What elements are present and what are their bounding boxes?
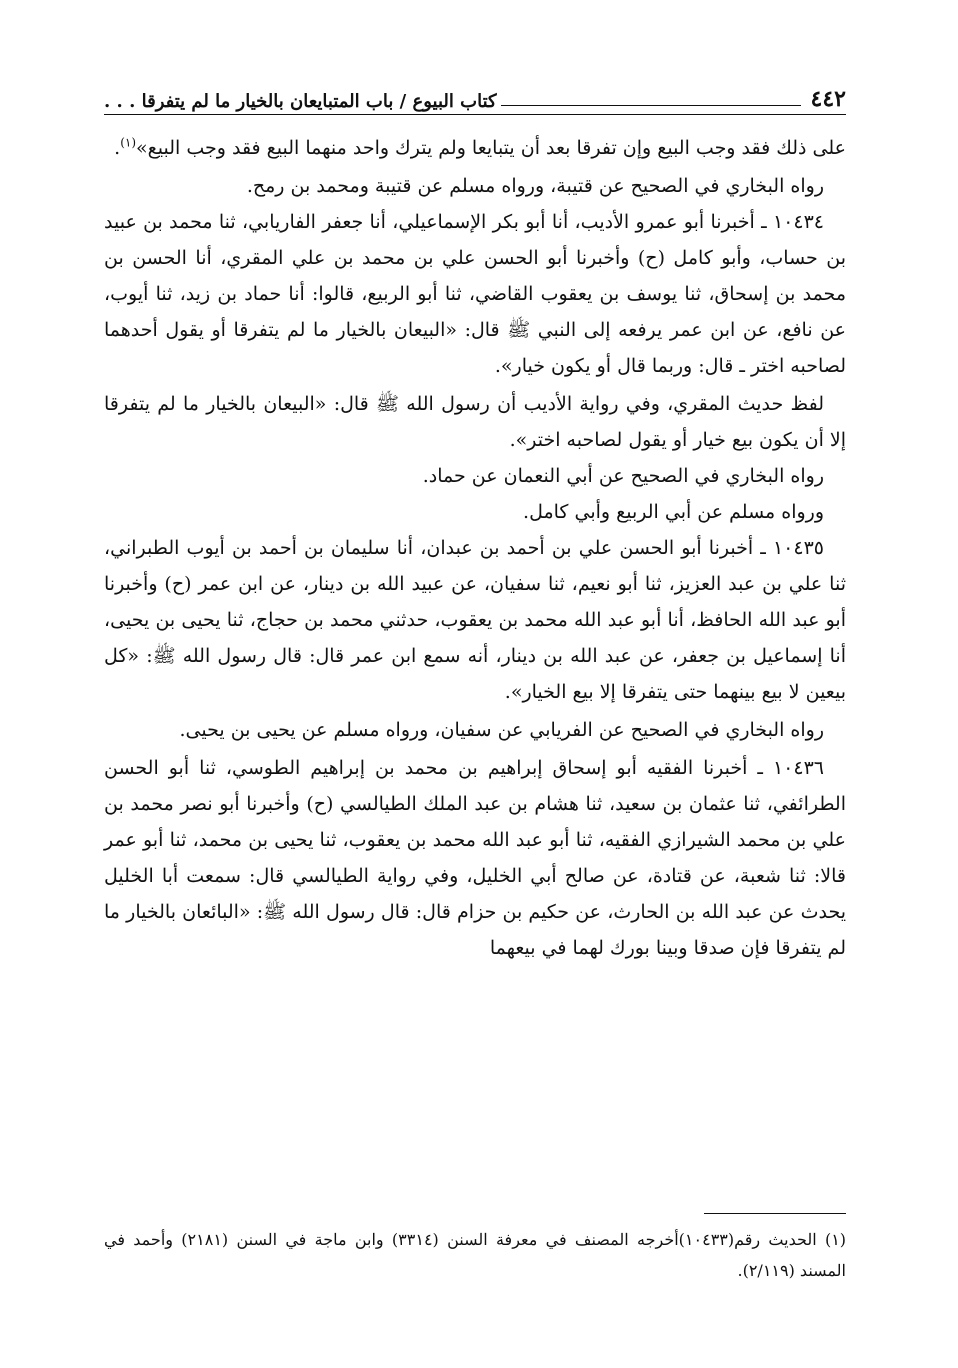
body-text <box>104 130 846 966</box>
paragraph-source-note: رواه البخاري في الصحيح عن الفريابي عن سفيان، ورواه مسلم عن يحيى بن يحيى. <box>179 719 824 741</box>
footnotes <box>104 1224 846 1286</box>
page-header <box>104 82 846 112</box>
paragraph-hadith-10436: ١٠٤٣٦ ـ أخبرنا الفقيه أبو إسحاق إبراهيم بن محمد بن إبراهيم الطوسي، ثنا أبو الحسن الطرائفي، ثنا عثمان بن سعيد، ثنا هشام بن عبد الملك الطيالسي (ح) وأخبرنا أبو نصر محمد بن علي بن محمد الشيرازي الفقيه، ثنا أبو عبد الله محمد بن يعقوب، ثنا يحيى بن محمد، ثنا أبو عمر قالا: ثنا شعبة، عن قتادة، عن صالح أبي الخليل، وفي رواية الطيالسي قال: سمعت أبا الخليل يحدث عن عبد الله بن الحارث، عن حكيم بن حزام قال: قال رسول الله ﷺ: «البائعان بالخيار ما لم يتفرقا فإن صدقا وبينا بورك لهما في بيعهما <box>104 757 846 959</box>
paragraph-source-note: ورواه مسلم عن أبي الربيع وأبي كامل. <box>523 501 824 523</box>
paragraph-wording-note: لفظ حديث المقري، وفي رواية الأديب أن رسول الله ﷺ قال: «البيعان بالخيار ما لم يتفرقا إلا أن يكون بيع خيار أو يقول لصاحبه اختر». <box>104 393 846 451</box>
running-title: كتاب البيوع / باب المتبايعان بالخيار ما لم يتفرقا . . . <box>104 91 497 112</box>
footnote-reference: (١) <box>120 135 137 150</box>
footnote-separator <box>704 1213 846 1214</box>
page-number: ٤٤٢ <box>810 86 846 112</box>
footnote-1: (١) الحديث رقم(١٠٤٣٣)أخرجه المصنف في معرفة السنن (٣٣١٤) وابن ماجة في السنن (٢١٨١) وأحمد في المسند (٢/١١٩). <box>104 1230 847 1280</box>
paragraph-tail: . <box>114 137 121 159</box>
header-leader-line <box>501 105 801 106</box>
paragraph-hadith-10434: ١٠٤٣٤ ـ أخبرنا أبو عمرو الأديب، أنا أبو بكر الإسماعيلي، أنا جعفر الفاريابي، ثنا محمد بن عبيد بن حساب، وأبو كامل (ح) وأخبرنا أبو الحسن علي بن محمد بن علي المقري، أنا الحسن بن محمد بن إسحاق، ثنا يوسف بن يعقوب القاضي، ثنا أبو الربيع، قالوا: أنا حماد بن زيد، ثنا أيوب، عن نافع، عن ابن عمر يرفعه إلى النبي ﷺ قال: «البيعان بالخيار ما لم يتفرقا أو يقول أحدهما لصاحبه اختر ـ قال: وربما قال أو يكون خيار». <box>104 211 846 377</box>
paragraph-text: على ذلك فقد وجب البيع وإن تفرقا بعد أن يتبايعا ولم يترك واحد منهما البيع فقد وجب البيع» <box>136 137 846 159</box>
header-rule <box>104 114 846 115</box>
paragraph-continuation <box>104 130 846 166</box>
paragraph-source-note: رواه البخاري في الصحيح عن أبي النعمان عن حماد. <box>422 465 824 487</box>
paragraph-source-note: رواه البخاري في الصحيح عن قتيبة، ورواه مسلم عن قتيبة ومحمد بن رمح. <box>246 175 824 197</box>
paragraph-hadith-10435: ١٠٤٣٥ ـ أخبرنا أبو الحسن علي بن أحمد بن عبدان، أنا سليمان بن أحمد بن أيوب الطبراني، ثنا علي بن عبد العزيز، ثنا أبو نعيم، ثنا سفيان، عن عبيد الله بن دينار، عن ابن عمر (ح) وأخبرنا أبو عبد الله الحافظ، أنا أبو عبد الله محمد بن يعقوب، حدثني محمد بن حجاج، ثنا يحيى بن يحيى، أنا إسماعيل بن جعفر، عن عبد الله بن دينار، أنه سمع ابن عمر قال: قال رسول الله ﷺ: «كل بيعين لا بيع بينهما حتى يتفرقا إلا بيع الخيار». <box>104 537 846 703</box>
